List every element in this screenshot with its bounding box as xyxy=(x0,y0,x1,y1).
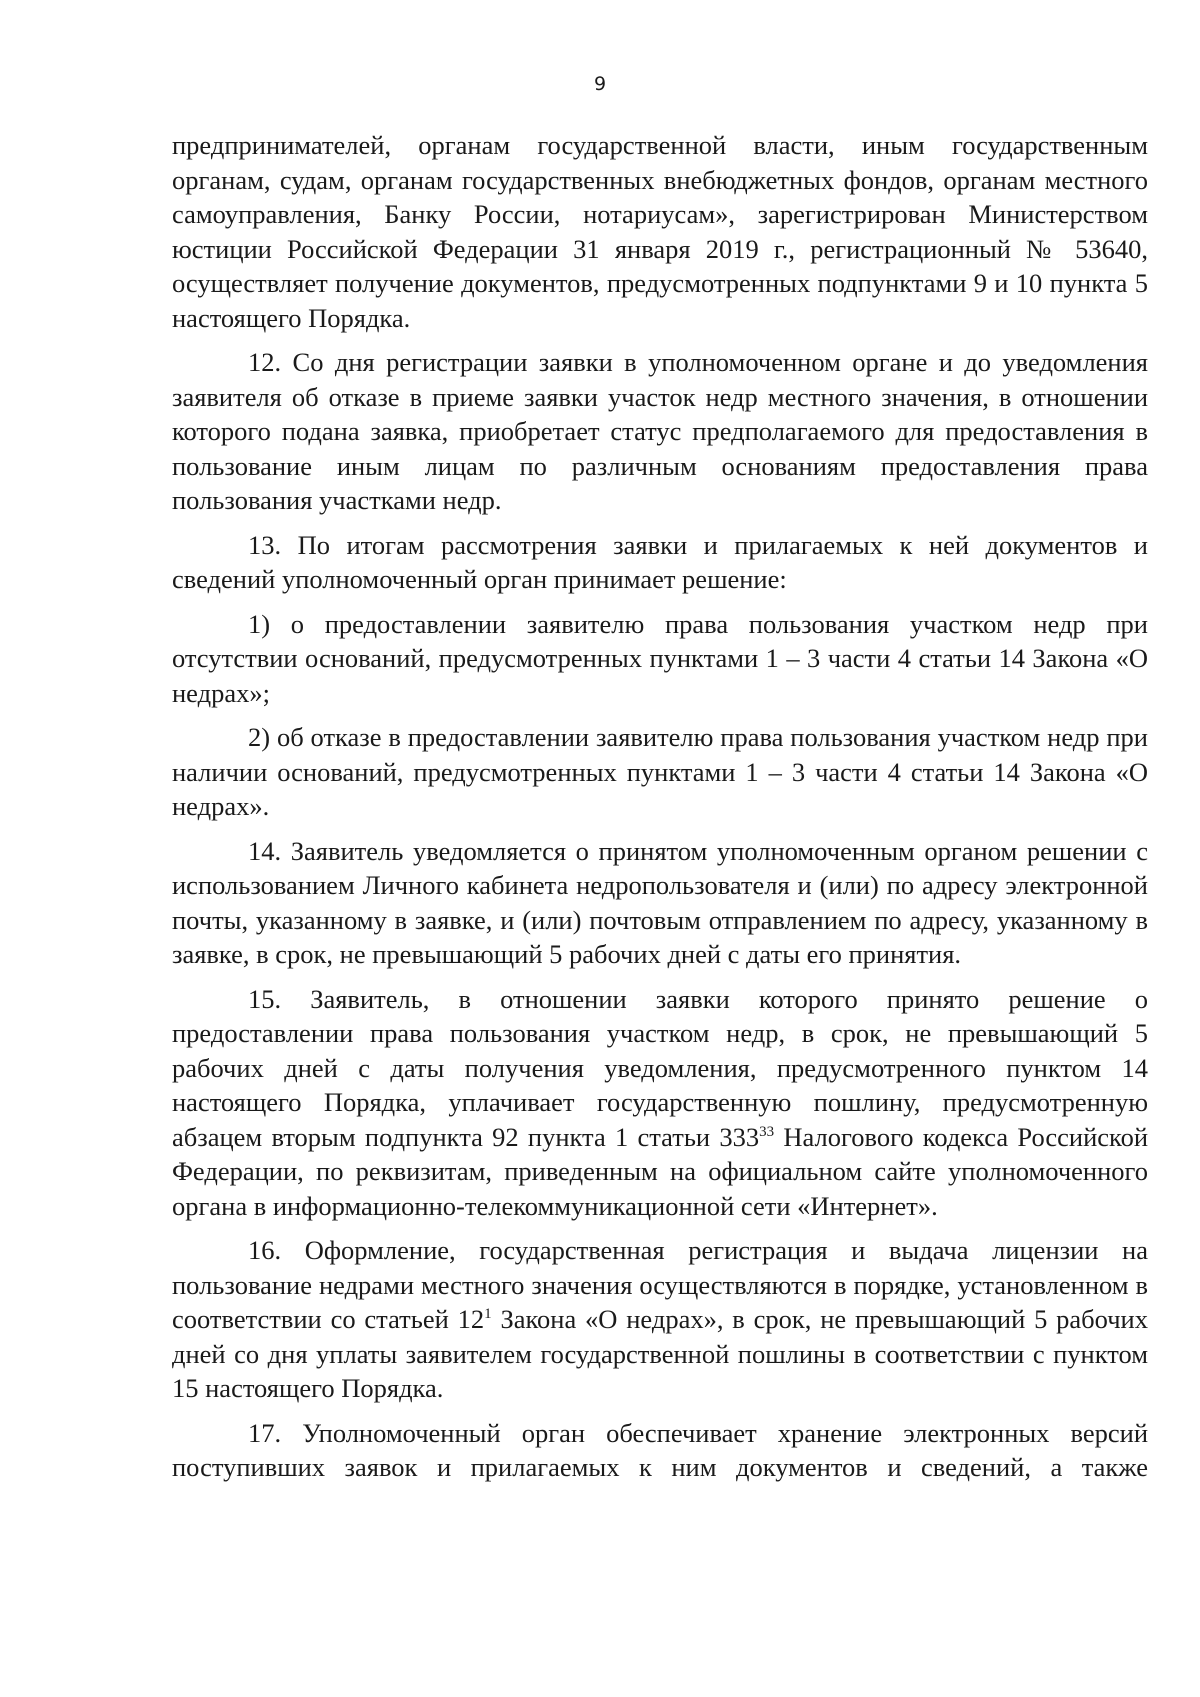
paragraph-16-text-before: 16. Оформление, государственная регистрация и выдача лицензии на пользование недрами местного значения осуществляются в порядке, установленном в соответствии со статьей 12 xyxy=(172,1235,1148,1334)
paragraph-16 xyxy=(172,1233,1148,1406)
paragraph-17: 17. Уполномоченный орган обеспечивает хранение электронных версий поступивших заявок и прилагаемых к ним документов и сведений, а также xyxy=(172,1417,1148,1482)
paragraph-14: 14. Заявитель уведомляется о принятом уполномоченным органом решении с использованием Личного кабинета недропользователя и (или) по адресу электронной почты, указанному в заявке, и (или) почтовым отправлением по адресу, указанному в заявке, в срок, не превышающий 5 рабочих дней с даты его принятия. xyxy=(172,835,1148,969)
document-body xyxy=(172,128,1148,1495)
paragraph-12: 12. Со дня регистрации заявки в уполномоченном органе и до уведомления заявителя об отказе в приеме заявки участок недр местного значения, в отношении которого подана заявка, приобретает статус предполагаемого для предоставления в пользование иным лицам по различным основаниям предоставления права пользования участками недр. xyxy=(172,347,1148,515)
paragraph-15-text-after: Налогового кодекса Российской Федерации, по реквизитам, приведенным на официальном сайте уполномоченного органа в информационно-телекоммуникационной сети «Интернет». xyxy=(172,1121,1148,1221)
paragraph-15-text-before: 15. Заявитель, в отношении заявки которого принято решение о предоставлении права пользования участком недр, в срок, не превышающий 5 рабочих дней с даты получения уведомления, предусмотренного пунктом 14 настоящего Порядка, уплачивает государственную пошлину, предусмотренную абзацем вторым подпункта 92 пункта 1 статьи 333 xyxy=(172,983,1148,1152)
paragraph-13: 13. По итогам рассмотрения заявки и прилагаемых к ней документов и сведений уполномоченный орган принимает решение: xyxy=(172,529,1148,594)
paragraph-15-superscript: 33 xyxy=(759,1123,775,1140)
paragraph-16-superscript: 1 xyxy=(484,1306,492,1323)
paragraph-13-item-1: 1) о предоставлении заявителю права пользования участком недр при отсутствии оснований, предусмотренных пунктами 1 – 3 части 4 статьи 14 Закона «О недрах»; xyxy=(172,608,1148,708)
paragraph-13-item-2: 2) об отказе в предоставлении заявителю права пользования участком недр при наличии оснований, предусмотренных пунктами 1 – 3 части 4 статьи 14 Закона «О недрах». xyxy=(172,722,1148,821)
paragraph-15 xyxy=(172,982,1148,1224)
paragraph-continuation: предпринимателей, органам государственной власти, иным государственным органам, судам, органам государственных внебюджетных фондов, органам местного самоуправления, Банку России, нотариусам», зарегистрирован Министерством юстиции Российской Федерации 31 января 2019 г., регистрационный № 53640, осуществляет получение документов, предусмотренных подпунктами 9 и 10 пункта 5 настоящего Порядка. xyxy=(172,130,1148,333)
paragraph-16-text-after: Закона «О недрах», в срок, не превышающий 5 рабочих дней со дня уплаты заявителем государственной пошлины в соответствии с пунктом 15 настоящего Порядка. xyxy=(172,1304,1148,1403)
page-number: 9 xyxy=(593,73,607,95)
